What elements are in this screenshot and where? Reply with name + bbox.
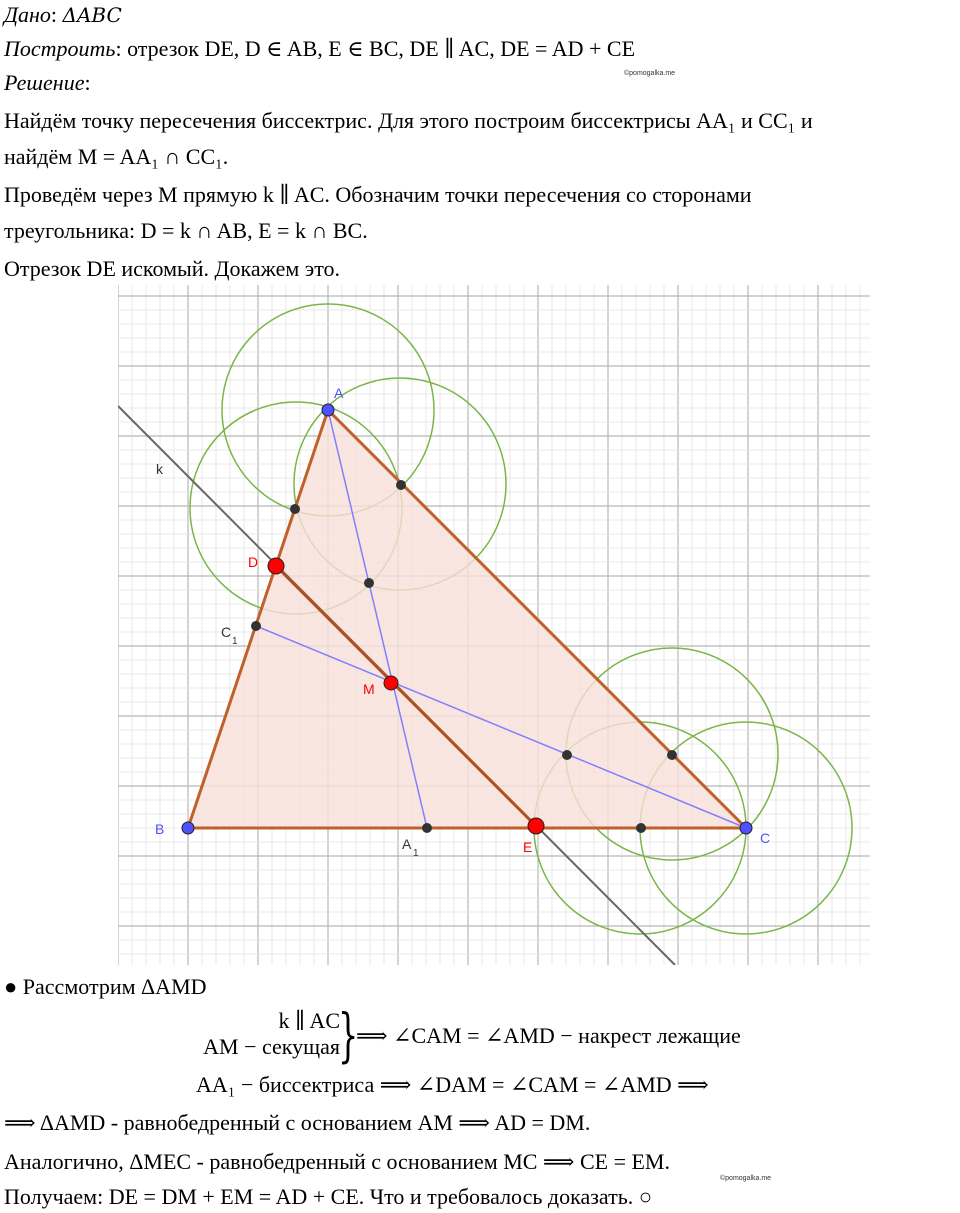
- point-a1: [422, 823, 432, 833]
- geometry-figure: [118, 285, 870, 965]
- proof-line3: AA₁ − биссектриса ⟹ ∠DAM = ∠CAM = ∠AMD ⟹: [196, 1072, 709, 1097]
- construct-label: Построить: [4, 36, 116, 61]
- proof-line4: ⟹ ΔAMD - равнобедренный с основанием AM ⟹ AD = DM.: [4, 1110, 591, 1135]
- brace-line2: AM − секущая: [203, 1034, 340, 1059]
- label-a1: A: [402, 836, 412, 852]
- label-a1-sub: 1: [413, 848, 419, 859]
- point-arc-3: [364, 578, 374, 588]
- watermark-bottom: ©pomogalka.me: [720, 1175, 772, 1182]
- label-d: D: [248, 554, 259, 570]
- label-e: E: [523, 839, 533, 855]
- label-a: A: [334, 385, 344, 401]
- label-c: C: [760, 830, 771, 846]
- proof-line6: Получаем: DE = DM + EM = AD + CE. Что и требовалось доказать. ○: [4, 1184, 653, 1209]
- proof-line5: Аналогично, ΔMEC - равнобедренный с основанием MC ⟹ CE = EM.: [4, 1149, 670, 1174]
- brace-line1: k ∥ AC: [278, 1008, 340, 1033]
- para1-line1: Найдём точку пересечения биссектрис. Для этого построим биссектрисы AA₁ и CC₁ и: [4, 108, 813, 133]
- construct-value: отрезок DE, D ∈ AB, E ∈ BC, DE ∥ AC, DE = AD + CE: [127, 36, 636, 61]
- proof-consider: ● Рассмотрим ΔAMD: [4, 974, 207, 999]
- point-m: [384, 676, 398, 690]
- label-m: M: [363, 681, 375, 697]
- para2-line2: треугольника: D = k ∩ AB, E = k ∩ BC.: [4, 218, 368, 243]
- brace-result: ⟹ ∠CAM = ∠AMD − накрест лежащие: [356, 1023, 741, 1048]
- point-arc-5: [667, 750, 677, 760]
- label-k: k: [156, 461, 163, 477]
- watermark-top: ©pomogalka.me: [624, 70, 676, 77]
- given-label: Дано: [4, 2, 51, 27]
- point-arc-2: [396, 480, 406, 490]
- point-arc-6: [636, 823, 646, 833]
- point-b: [182, 822, 194, 834]
- solution-line: Решение:: [4, 70, 91, 95]
- point-arc-1: [290, 504, 300, 514]
- para2-line1: Проведём через M прямую k ∥ AC. Обозначим точки пересечения со сторонами: [4, 182, 752, 207]
- label-c1: C: [221, 624, 232, 640]
- right-brace: }: [338, 1001, 359, 1069]
- point-c: [740, 822, 752, 834]
- point-e: [528, 818, 544, 834]
- brace-conditions: [168, 1008, 340, 1060]
- point-arc-4: [562, 750, 572, 760]
- solution-label: Решение: [4, 70, 85, 95]
- para3: Отрезок DE искомый. Докажем это.: [4, 256, 341, 281]
- point-d: [268, 558, 284, 574]
- given-value: ΔABC: [62, 3, 122, 27]
- label-c1-sub: 1: [232, 636, 238, 647]
- label-b: B: [155, 821, 165, 837]
- construct-line: Построить: отрезок DE, D ∈ AB, E ∈ BC, DE ∥ AC, DE = AD + CE: [4, 36, 636, 61]
- point-c1: [251, 621, 261, 631]
- point-a: [322, 404, 334, 416]
- given-line: Дано: ΔABC: [4, 2, 122, 27]
- para1-line2: найдём M = AA₁ ∩ CC₁.: [4, 144, 229, 169]
